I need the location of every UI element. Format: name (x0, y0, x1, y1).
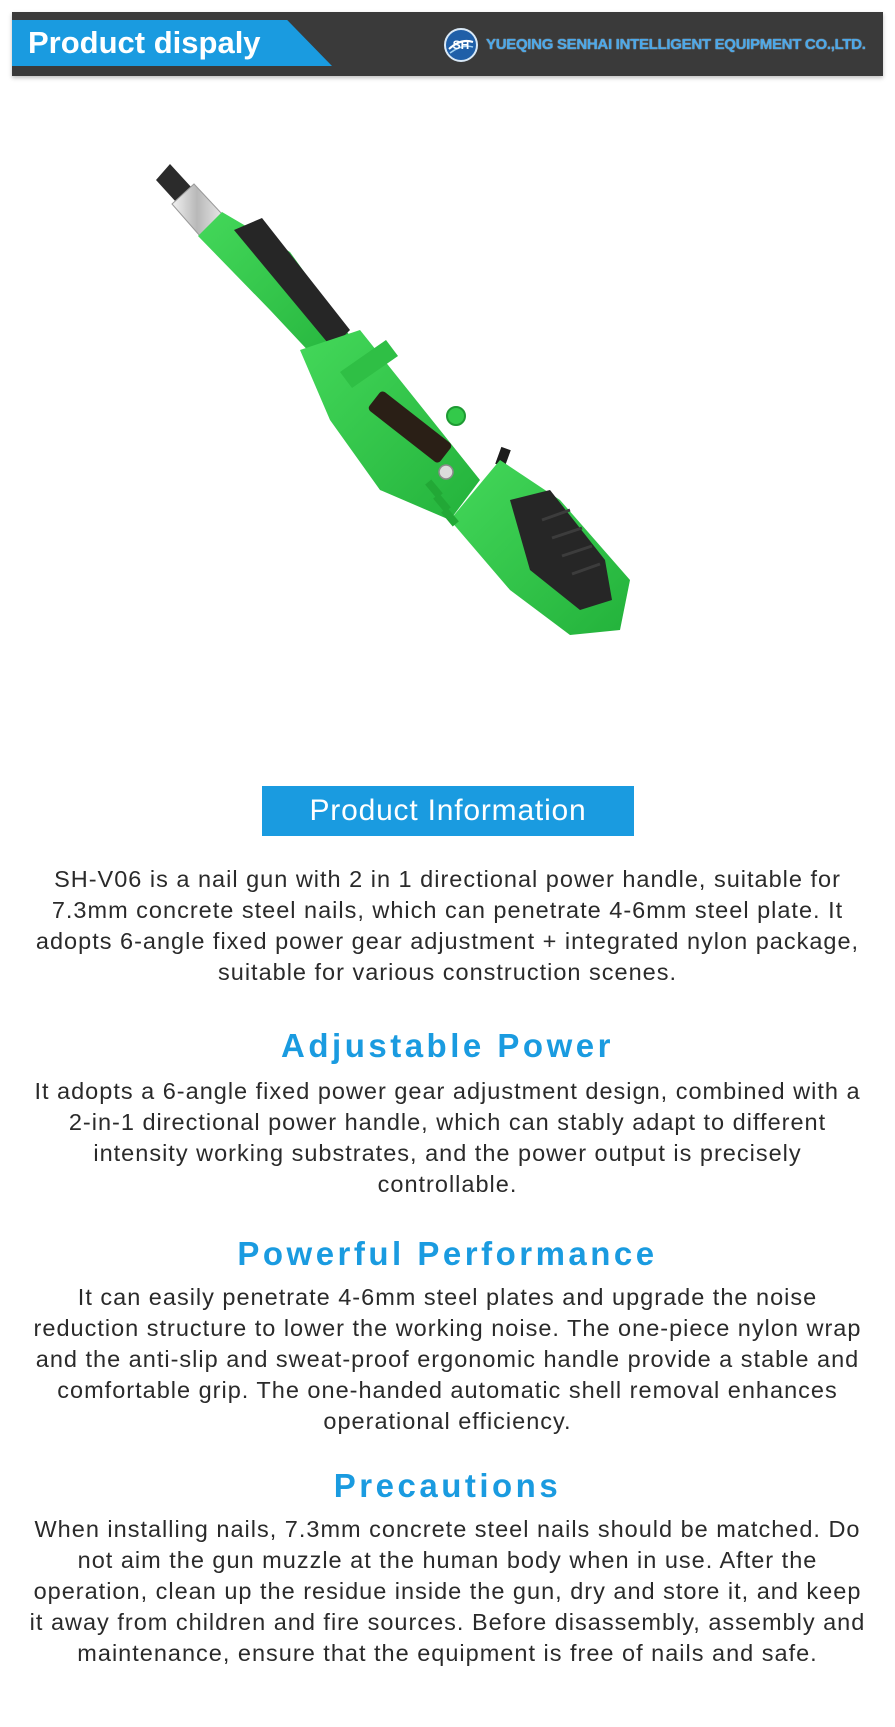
section-heading-adjustable-power: Adjustable Power (281, 1027, 614, 1064)
header-bar (12, 12, 883, 76)
nail-gun-image (150, 160, 710, 720)
product-information-banner: Product Information (262, 786, 634, 836)
intro-text: SH-V06 is a nail gun with 2 in 1 directional power handle, suitable for 7.3mm concrete steel nails, which can penetrate 4-6mm steel plate. It adopts 6-angle fixed power gear adjustment + integrated nylon package, suitable for various construction scenes. (35, 866, 860, 985)
section-text-adjustable-power: It adopts a 6-angle fixed power gear adjustment design, combined with a 2-in-1 directional power handle, which can stably adapt to different intensity working substrates, and the power output is precisely controllable. (34, 1078, 861, 1197)
section-heading-precautions: Precautions (333, 1467, 562, 1504)
company-logo-icon (444, 28, 478, 62)
section-text-precautions: When installing nails, 7.3mm concrete steel nails should be matched. Do not aim the gun muzzle at the human body when in use. After the operation, clean up the residue inside the gun, dry and store it, and keep it away from children and fire sources. Before disassembly, assembly and maintenance, ensure that the equipment is free of nails and safe. (29, 1516, 866, 1666)
page-title: Product dispaly (28, 25, 261, 60)
section-heading-powerful-performance: Powerful Performance (237, 1235, 658, 1272)
logo-lettering: SH (452, 38, 470, 52)
company-name: YUEQING SENHAI INTELLIGENT EQUIPMENT CO.,LTD. (486, 36, 866, 53)
section-text-powerful-performance: It can easily penetrate 4-6mm steel plates and upgrade the noise reduction structure to lower the working noise. The one-piece nylon wrap and the anti-slip and sweat-proof ergonomic handle provide a stable and comfortable grip. The one-handed automatic shell removal enhances operational efficiency. (33, 1284, 862, 1434)
